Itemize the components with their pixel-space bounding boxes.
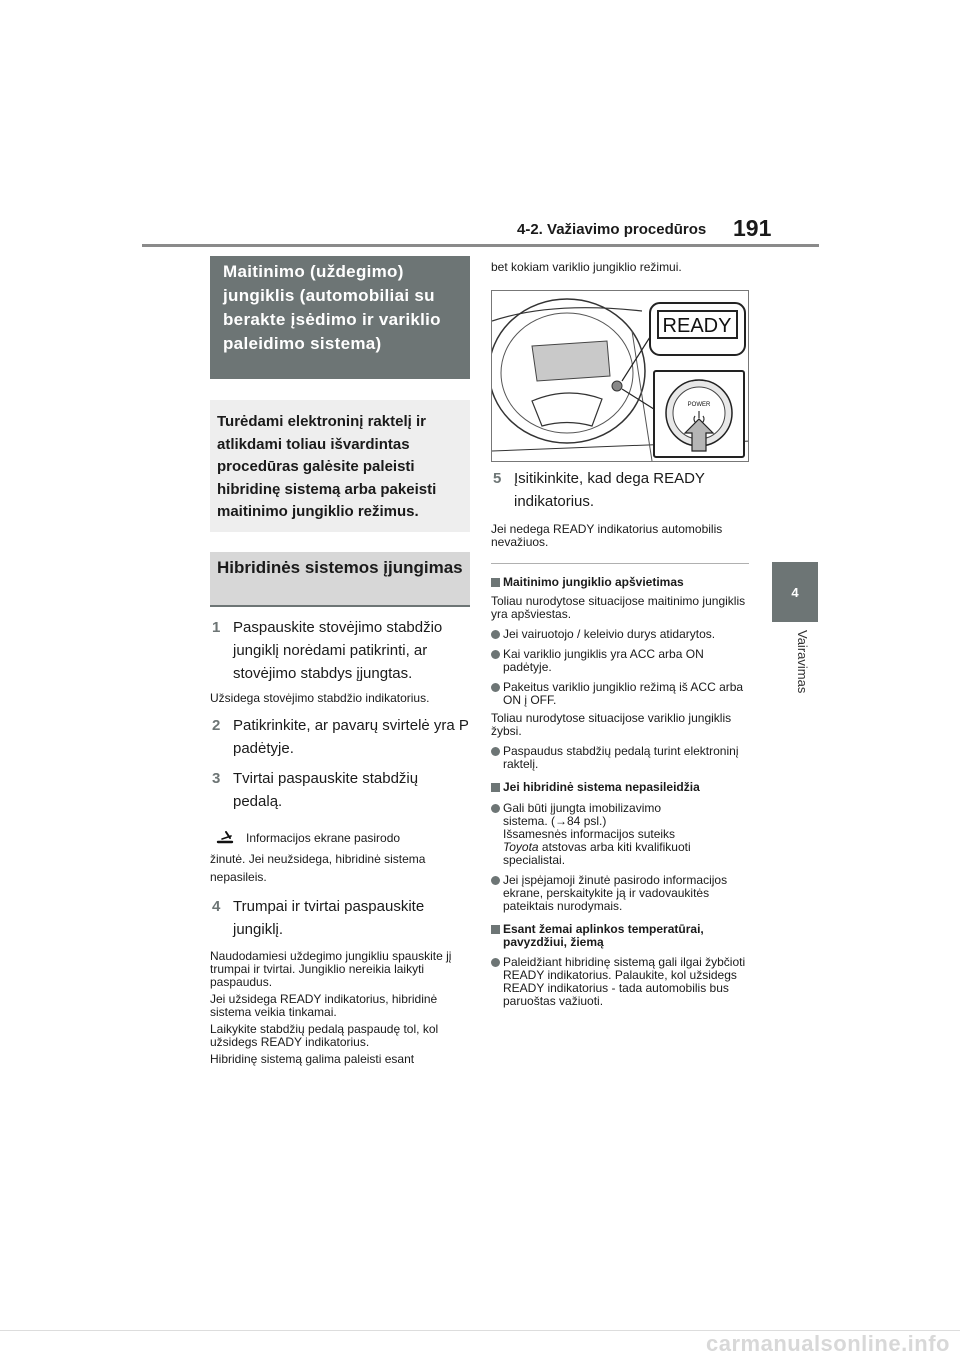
step-1 — [210, 616, 470, 685]
chapter-tab — [772, 562, 818, 622]
warning-note — [210, 829, 470, 886]
bullet-item: Pakeitus variklio jungiklio režimą iš ACC arba ON į OFF. — [491, 681, 749, 707]
flashing-intro: Toliau nurodytose situacijose variklio jungiklis žybsi. — [491, 711, 732, 738]
left-column — [210, 256, 470, 1066]
step-text: Patikrinkite, ar pavarų svirtelė yra P padėtyje. — [233, 717, 469, 757]
section-divider — [491, 563, 749, 564]
step-number: 5 — [493, 470, 502, 487]
subsection-title: Hibridinės sistemos įjungimas — [210, 552, 470, 607]
brand-name: Toyota — [503, 840, 539, 854]
bullet-item: Paleidžiant hibridinę sistemą gali ilgai žybčioti READY indikatorius. Palaukite, kol užsidegs READY indikatorius - tada automobilis bus paruoštas važiuoti. — [491, 956, 749, 1008]
bullet-item: Paspaudus stabdžių pedalą turint elektroninį raktelį. — [491, 745, 749, 771]
step-number: 3 — [212, 770, 221, 787]
note-4: Hibridinę sistemą galima paleisti esant — [210, 1052, 415, 1066]
note-2: Jei užsidega READY indikatorius, hibridinė sistema veikia tinkamai. — [210, 992, 438, 1019]
watermark: carmanualsonline.info — [706, 1331, 950, 1356]
subheading-not-starting: Jei hibridinė sistema nepasileidžia — [491, 781, 749, 794]
step-number: 2 — [212, 717, 221, 734]
bullet-item: Jei įspėjamoji žinutė pasirodo informacijos ekrane, perskaitykite ją ir vadovaukitės pateiktais nurodymais. — [491, 874, 749, 913]
bullet-dot-icon — [491, 804, 500, 813]
dashboard-illustration — [492, 291, 749, 462]
bullet-dot-icon — [491, 876, 500, 885]
step-text: Paspauskite stovėjimo stabdžio jungiklį norėdami patikrinti, ar stovėjimo stabdys įjungtas. — [233, 619, 443, 682]
step-5 — [491, 467, 749, 513]
step-3 — [210, 767, 470, 813]
step-2 — [210, 714, 470, 760]
note-1: Naudodamiesi uždegimo jungikliu spauskite jį trumpai ir tvirtai. Jungiklio nereikia laikyti paspaudus. — [210, 949, 452, 989]
bullet-item: Jei vairuotojo / keleivio durys atidarytos. — [491, 628, 749, 641]
bullet-dot-icon — [491, 683, 500, 692]
brake-pedal-icon — [214, 830, 236, 844]
step-text: Trumpai ir tvirtai paspauskite jungiklį. — [233, 898, 425, 938]
step-text: Įsitikinkite, kad dega READY indikatorius. — [514, 470, 705, 510]
subheading-low-temperature: Esant žemai aplinkos temperatūrai, pavyzdžiui, žiemą — [491, 923, 749, 949]
subheading-lighting: Maitinimo jungiklio apšvietimas — [491, 576, 749, 589]
intro-box — [210, 400, 470, 532]
bullet-dot-icon — [491, 747, 500, 756]
step-number: 1 — [212, 619, 221, 636]
lighting-intro: Toliau nurodytose situacijose maitinimo jungiklis yra apšviestas. — [491, 594, 746, 621]
chapter-label: Vairavimas — [795, 630, 810, 694]
ready-label: READY — [662, 315, 732, 337]
ready-indicator-figure — [491, 290, 749, 462]
bullet-dot-icon — [491, 958, 500, 967]
bullet-dot-icon — [491, 630, 500, 639]
header-rule — [142, 244, 819, 247]
bullet-item: Gali būti įjungta imobilizavimo sistema. (→84 psl.) Išsamesnės informacijos suteiks Toyota atstovas arba kiti kvalifikuoti specialistai. — [491, 802, 749, 867]
power-label: POWER — [687, 402, 711, 408]
running-header: 4-2. Važiavimo procedūros — [517, 221, 707, 238]
bullet-item: Kai variklio jungiklis yra ACC arba ON padėtyje. — [491, 648, 749, 674]
step-5-note: Jei nedega READY indikatorius automobilis nevažiuos. — [491, 522, 723, 549]
step-number: 4 — [212, 898, 221, 915]
bullet-dot-icon — [491, 650, 500, 659]
intro-text: Turėdami elektroninį raktelį ir atlikdami toliau išvardintas procedūras galėsite paleisti hibridinę sistemą arba pakeisti maitinimo jungiklio režimus. — [217, 413, 437, 520]
right-column — [491, 256, 749, 1008]
warning-rest: žinutė. Jei neužsidega, hibridinė sistema nepasileis. — [210, 852, 426, 884]
step-text: Tvirtai paspauskite stabdžių pedalą. — [233, 770, 419, 810]
section-title: Maitinimo (uždegimo) jungiklis (automobiliai su berakte įsėdimo ir variklio paleidimo sistema) — [210, 256, 470, 379]
note-3: Laikykite stabdžių pedalą paspaudę tol, kol užsidegs READY indikatorius. — [210, 1022, 439, 1049]
warning-line: Informacijos ekrane pasirodo — [210, 829, 470, 847]
continuation-text: bet kokiam variklio jungiklio režimui. — [491, 260, 682, 274]
page-number: 191 — [733, 215, 772, 241]
step-1-note: Užsidega stovėjimo stabdžio indikatorius. — [210, 691, 430, 705]
chapter-number: 4 — [791, 584, 799, 600]
step-4 — [210, 895, 470, 941]
